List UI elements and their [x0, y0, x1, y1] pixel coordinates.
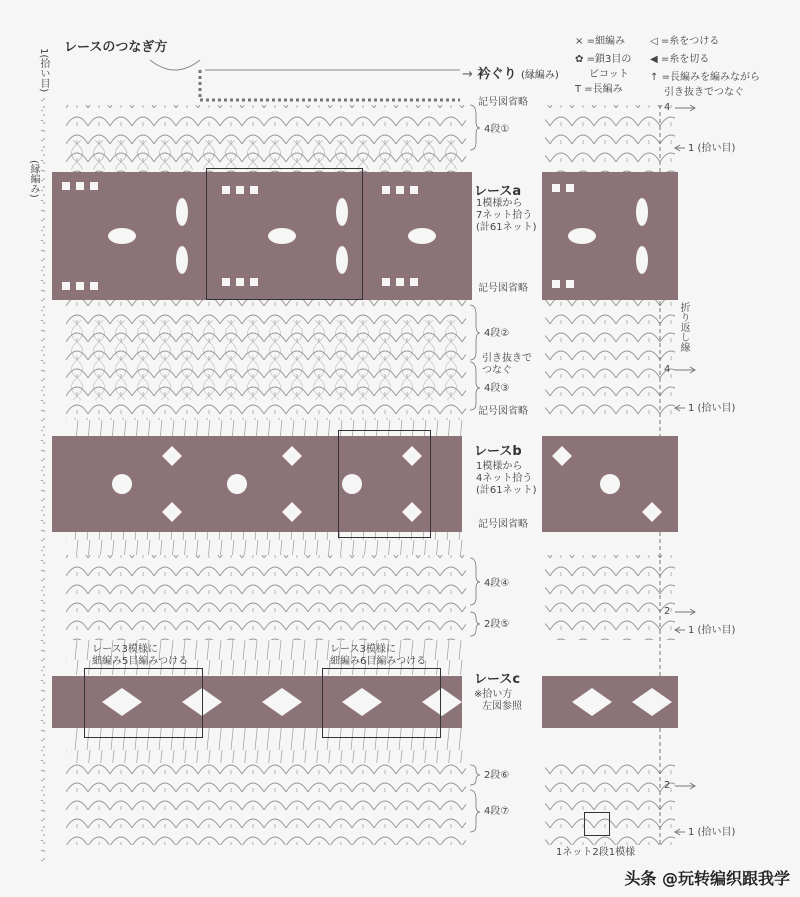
- label-note-c1a: レース3模様に: [92, 644, 158, 655]
- mesh-section-4: [66, 555, 466, 640]
- bracket-row3: [470, 362, 480, 410]
- label-row-2: 4段②: [484, 328, 510, 339]
- right-label-1a: 1 (拾い目): [688, 143, 736, 154]
- label-lace-c: レースc: [474, 672, 521, 687]
- mesh-section-2b: [66, 320, 466, 400]
- label-note-c2b: 細編み6目編みつける: [330, 656, 427, 667]
- bracket-row7: [470, 790, 480, 832]
- legend-picot-2: ピコット: [589, 69, 629, 80]
- watermark: 头条 @玩转编织跟我学: [624, 869, 790, 888]
- label-note-c1b: 細編み5目編みつける: [92, 656, 189, 667]
- lace-a-highlight-box: [206, 168, 363, 300]
- legend-join-yarn: ◁ =糸をつける: [650, 36, 720, 47]
- lace-band-c-right: [542, 676, 678, 728]
- legend-sc: × =細編み: [575, 36, 625, 47]
- label-note-c2a: レース3模様に: [330, 644, 396, 655]
- label-lace-b-2: 4ネット拾う: [476, 473, 533, 484]
- right-label-fold: 折り返し線: [678, 302, 689, 352]
- label-omit-1: 記号図省略: [478, 97, 528, 108]
- right-label-4a: 4: [664, 102, 671, 113]
- label-omit-2: 記号図省略: [478, 283, 528, 294]
- mesh-section-4-right: [545, 555, 675, 640]
- neckline-loop: [150, 60, 200, 70]
- lace-band-a-right: [542, 172, 678, 300]
- label-row-4: 4段④: [484, 578, 510, 589]
- legend-cut-yarn: ◀ =糸を切る: [650, 54, 710, 65]
- right-label-1b: 1 (拾い目): [688, 403, 736, 414]
- label-omit-3: 記号図省略: [478, 406, 528, 417]
- bracket-row4: [470, 558, 480, 605]
- label-lace-a: レースa: [474, 184, 522, 199]
- neckline-label: → 衿ぐり (縁編み): [462, 67, 559, 82]
- neckline-chain: [200, 70, 460, 100]
- legend-dc: T =長編み: [575, 84, 623, 95]
- right-label-1d: 1 (拾い目): [688, 827, 736, 838]
- right-label-1c: 1 (拾い目): [688, 625, 736, 636]
- right-label-2b: 2: [664, 780, 671, 791]
- repeat-highlight-box: [584, 812, 610, 836]
- right-arrows: [675, 105, 695, 835]
- lace-b-highlight-box: [338, 430, 431, 538]
- legend-dc-join-2: 引き抜きでつなぐ: [664, 87, 744, 98]
- lace-c-highlight-box-1: [84, 668, 203, 738]
- page-title: レースのつなぎ方: [64, 40, 168, 55]
- label-row-7: 4段⑦: [484, 806, 510, 817]
- label-lace-b: レースb: [474, 444, 522, 459]
- label-join-1: 引き抜きで: [482, 353, 532, 364]
- label-row-1: 4段①: [484, 124, 510, 135]
- label-lace-c-1: ※拾い方: [474, 689, 513, 700]
- label-lace-a-2: 7ネット拾う: [476, 210, 533, 221]
- bracket-row6: [470, 765, 480, 785]
- legend-dc-join: ↑ =長編みを編みながら: [650, 72, 760, 83]
- left-label-edge: (縁編み): [28, 160, 39, 198]
- label-join-2: つなぐ: [482, 365, 512, 376]
- label-lace-b-1: 1模様から: [476, 461, 523, 472]
- label-lace-c-2: 左図参照: [482, 701, 522, 712]
- right-label-2a: 2: [664, 606, 671, 617]
- bracket-row2: [470, 305, 480, 360]
- mesh-section-1-right: [545, 105, 675, 175]
- label-lace-b-3: (計61ネット): [476, 485, 537, 496]
- mesh-section-6-right: [545, 760, 675, 845]
- lace-band-b-right: [542, 436, 678, 532]
- left-label-row1: 1(拾い目): [38, 48, 49, 93]
- label-lace-a-3: (計61ネット): [476, 222, 537, 233]
- mesh-section-6: [66, 760, 466, 845]
- label-row-3: 4段③: [484, 383, 510, 394]
- mesh-section-2-right: [545, 300, 675, 420]
- lace-c-highlight-box-2: [322, 668, 441, 738]
- label-row-6: 2段⑥: [484, 770, 510, 781]
- right-label-repeat: 1ネット2段1模様: [556, 847, 636, 858]
- label-row-5: 2段⑤: [484, 619, 510, 630]
- legend-picot: ✿ =鎖3目の: [575, 54, 632, 65]
- label-lace-a-1: 1模様から: [476, 198, 523, 209]
- mesh-section-1b: [66, 140, 466, 170]
- label-omit-4: 記号図省略: [478, 519, 528, 530]
- right-label-4b: 4: [664, 364, 671, 375]
- bracket-row1: [470, 105, 480, 150]
- bracket-row5: [470, 612, 480, 636]
